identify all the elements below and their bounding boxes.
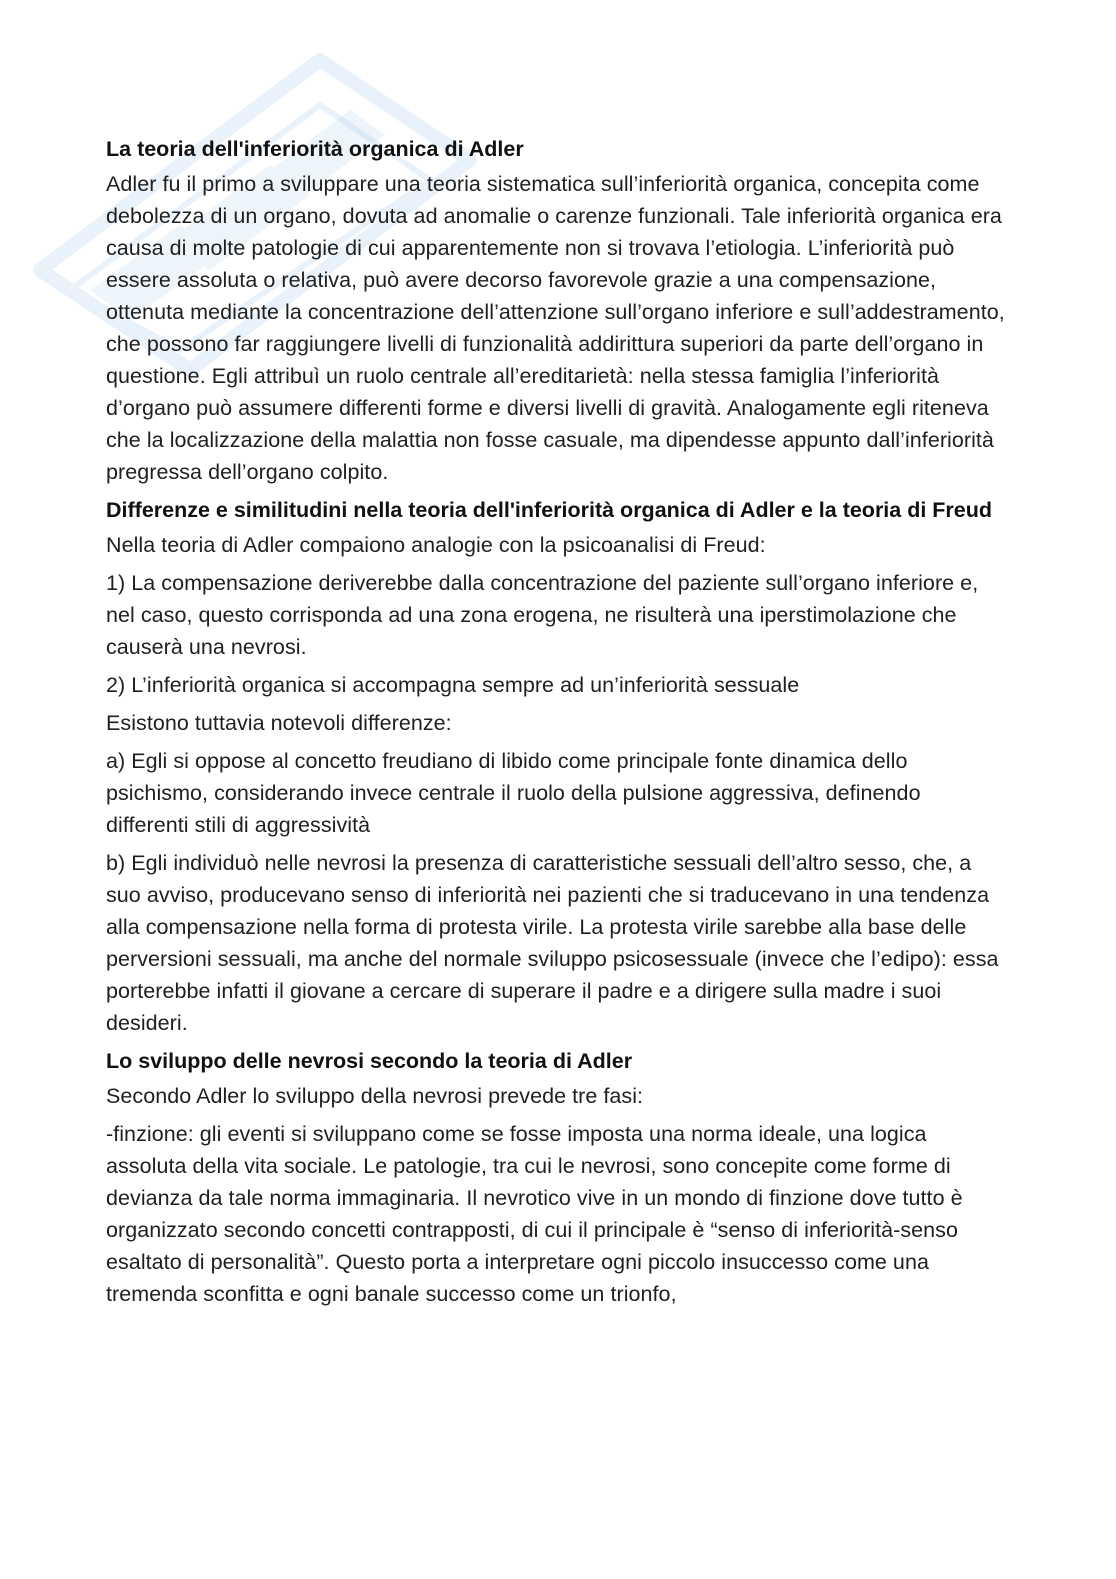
- paragraph: Esistono tuttavia notevoli differenze:: [106, 711, 452, 735]
- section-heading: Differenze e similitudini nella teoria dell'inferiorità organica di Adler e la teoria di Freud: [106, 498, 993, 522]
- paragraph: Nella teoria di Adler compaiono analogie con la psicoanalisi di Freud:: [106, 533, 766, 557]
- paragraph: Secondo Adler lo sviluppo della nevrosi prevede tre fasi:: [106, 1084, 644, 1108]
- section-sviluppo-nevrosi: [106, 1045, 1006, 1310]
- section-inferiorita-organica: [106, 133, 1006, 488]
- paragraph: a) Egli si oppose al concetto freudiano di libido come principale fonte dinamica dello psichismo, considerando invece centrale il ruolo della pulsione aggressiva, definendo differenti stili di aggressività: [106, 749, 921, 837]
- paragraph: 1) La compensazione deriverebbe dalla concentrazione del paziente sull’organo inferiore e, nel caso, questo corrisponda ad una zona erogena, ne risulterà una iperstimolazione che causerà una nevrosi.: [106, 571, 979, 659]
- paragraph: -finzione: gli eventi si sviluppano come se fosse imposta una norma ideale, una logica assoluta della vita sociale. Le patologie, tra cui le nevrosi, sono concepite come forme di devianza da tale norma immaginaria. Il nevrotico vive in un mondo di finzione dove tutto è organizzato secondo concetti contrapposti, di cui il principale è “senso di inferiorità-senso esaltato di personalità”. Questo porta a interpretare ogni piccolo insuccesso come una tremenda sconfitta e ogni banale successo come un trionfo,: [106, 1122, 963, 1306]
- paragraph: b) Egli individuò nelle nevrosi la presenza di caratteristiche sessuali dell’altro sesso, che, a suo avviso, producevano senso di inferiorità nei pazienti che si traducevano in una tendenza alla compensazione nella forma di protesta virile. La protesta virile sarebbe alla base delle perversioni sessuali, ma anche del normale sviluppo psicosessuale (invece che l’edipo): essa porterebbe infatti il giovane a cercare di superare il padre e a dirigere sulla madre i suoi desideri.: [106, 851, 999, 1035]
- paragraph: 2) L’inferiorità organica si accompagna sempre ad un’inferiorità sessuale: [106, 673, 800, 697]
- paragraph: Adler fu il primo a sviluppare una teoria sistematica sull’inferiorità organica, concepita come debolezza di un organo, dovuta ad anomalie o carenze funzionali. Tale inferiorità organica era causa di molte patologie di cui apparentemente non si trovava l’etiologia. L’inferiorità può essere assoluta o relativa, può avere decorso favorevole grazie a una compensazione, ottenuta mediante la concentrazione dell’attenzione sull’organo inferiore e sull’addestramento, che possono far raggiungere livelli di funzionalità addirittura superiori da parte dell’organo in questione. Egli attribuì un ruolo centrale all’ereditarietà: nella stessa famiglia l’inferiorità d’organo può assumere differenti forme e diversi livelli di gravità. Analogamente egli riteneva che la localizzazione della malattia non fosse casuale, ma dipendesse appunto dall’inferiorità pregressa dell’organo colpito.: [106, 172, 1005, 484]
- section-differenze-freud: [106, 494, 1006, 1039]
- section-heading: Lo sviluppo delle nevrosi secondo la teoria di Adler: [106, 1049, 633, 1073]
- section-heading: La teoria dell'inferiorità organica di Adler: [106, 137, 524, 161]
- document-page: [106, 133, 1006, 1316]
